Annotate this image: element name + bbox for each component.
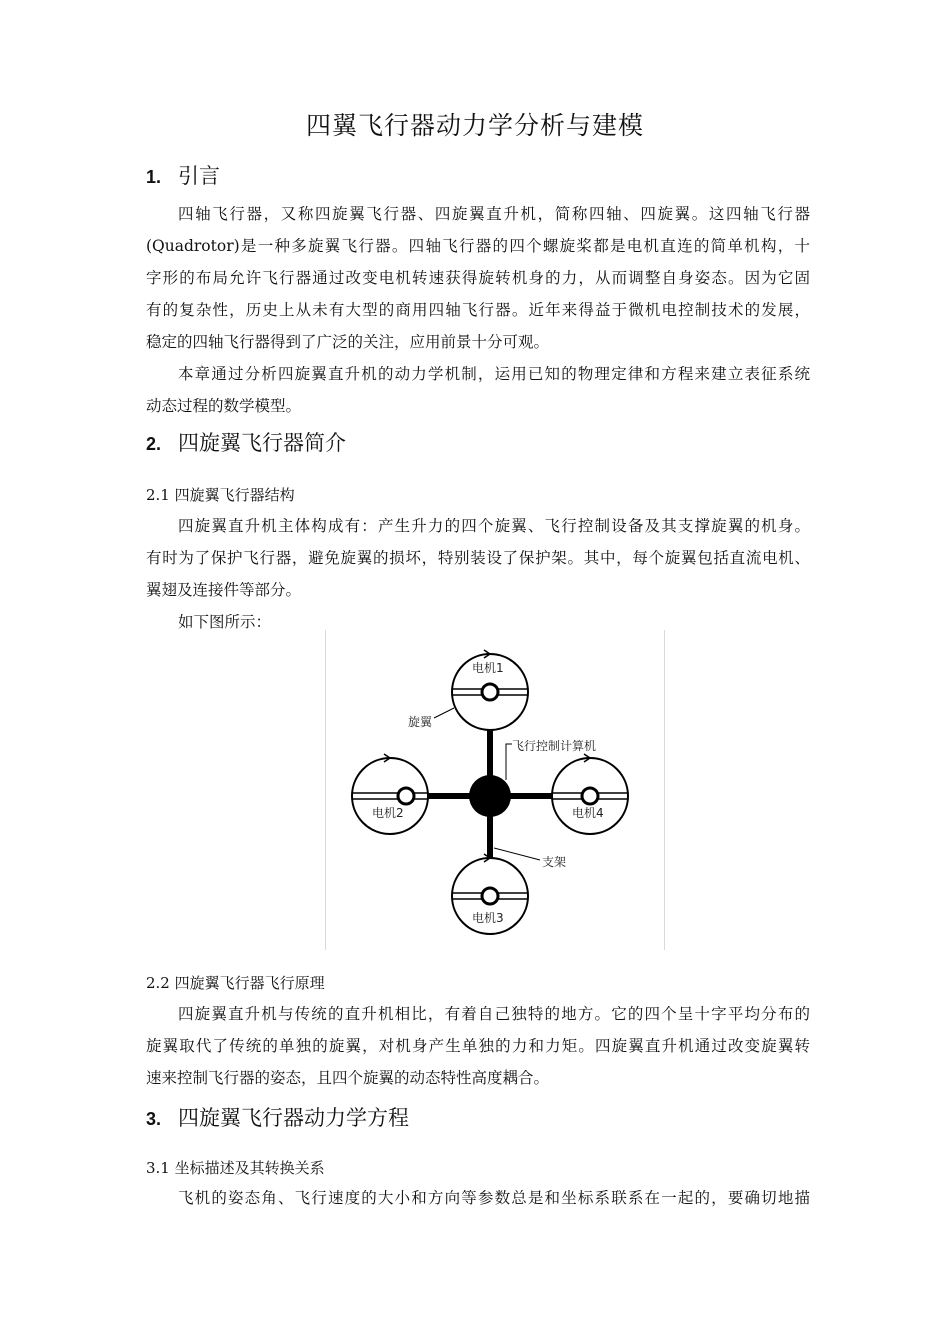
motor-hub-4 [582,788,598,804]
text-line: (Quadrotor)是一种多旋翼飞行器。四轴飞行器的四个螺旋桨都是电机直连的简单机构，十 [146,237,810,255]
frame-label: 支架 [542,855,567,869]
section-number: 3. [146,1109,162,1129]
text-line: 四旋翼直升机主体构成有：产生升力的四个旋翼、飞行控制设备及其支撑旋翼的机身。 [178,517,810,535]
quadrotor-diagram-svg [326,630,664,950]
text-line: 本章通过分析四旋翼直升机的动力学机制，运用已知的物理定律和方程来建立表征系统 [178,365,810,383]
section-heading-3 [146,1102,409,1132]
text-line: 如下图所示： [178,613,272,631]
text-line: 翼翅及连接件等部分。 [146,581,302,599]
section-number: 2. [146,434,162,454]
text-line: 字形的布局允许飞行器通过改变电机转速获得旋转机身的力，从而调整自身姿态。因为它固 [146,269,810,287]
motor-hub-2 [398,788,414,804]
subsection-heading-2-2: 2.2 四旋翼飞行器飞行原理 [146,974,325,992]
text-line: 飞机的姿态角、飞行速度的大小和方向等参数总是和坐标系联系在一起的，要确切地描 [178,1189,810,1207]
text-line: 有的复杂性，历史上从未有大型的商用四轴飞行器。近年来得益于微机电控制技术的发展， [146,301,810,319]
document-title: 四翼飞行器动力学分析与建模 [305,111,644,140]
rotor-label: 旋翼 [408,715,433,729]
text-line: 有时为了保护飞行器，避免旋翼的损坏，特别装设了保护架。其中，每个旋翼包括直流电机、 [146,549,810,567]
text-line: 四轴飞行器，又称四旋翼飞行器、四旋翼直升机，简称四轴、四旋翼。这四轴飞行器 [178,205,810,223]
motor-3-label: 电机3 [472,911,504,925]
motor-hub-1 [482,684,498,700]
subsection-heading-2-1: 2.1 四旋翼飞行器结构 [146,486,295,504]
motor-hub-3 [482,888,498,904]
subsection-heading-3-1: 3.1 坐标描述及其转换关系 [146,1159,325,1177]
intro-paragraph-2 [146,358,810,422]
section-title: 引言 [178,164,220,188]
quadrotor-diagram [325,630,665,950]
text-line: 四旋翼直升机与传统的直升机相比，有着自己独特的地方。它的四个呈十字平均分布的 [178,1005,810,1023]
text-line: 稳定的四轴飞行器得到了广泛的关注，应用前景十分可观。 [146,333,550,351]
section-title: 四旋翼飞行器动力学方程 [178,1106,409,1130]
flight-controller-hub [469,775,511,817]
principle-paragraph [146,998,810,1094]
controller-label: 飞行控制计算机 [512,739,597,753]
structure-paragraph [146,510,810,606]
coordinates-paragraph [146,1182,810,1214]
frame-leader-line [494,848,540,860]
rotor-3 [452,854,528,934]
motor-2-label: 电机2 [372,806,404,820]
section-heading-1 [146,160,220,190]
section-title: 四旋翼飞行器简介 [178,431,346,455]
section-heading-2 [146,427,346,457]
text-line: 速来控制飞行器的姿态，且四个旋翼的动态特性高度耦合。 [146,1069,550,1087]
rotor-2 [352,754,428,834]
motor-1-label: 电机1 [472,661,504,675]
rotor-1 [452,650,528,730]
rotor-4 [552,754,628,834]
section-number: 1. [146,167,162,187]
intro-paragraph-1 [146,198,810,358]
text-line: 旋翼取代了传统的单独的旋翼，对机身产生单独的力和力矩。四旋翼直升机通过改变旋翼转 [146,1037,810,1055]
text-line: 动态过程的数学模型。 [146,397,302,415]
rotor-leader-line [434,708,454,718]
motor-4-label: 电机4 [572,806,604,820]
